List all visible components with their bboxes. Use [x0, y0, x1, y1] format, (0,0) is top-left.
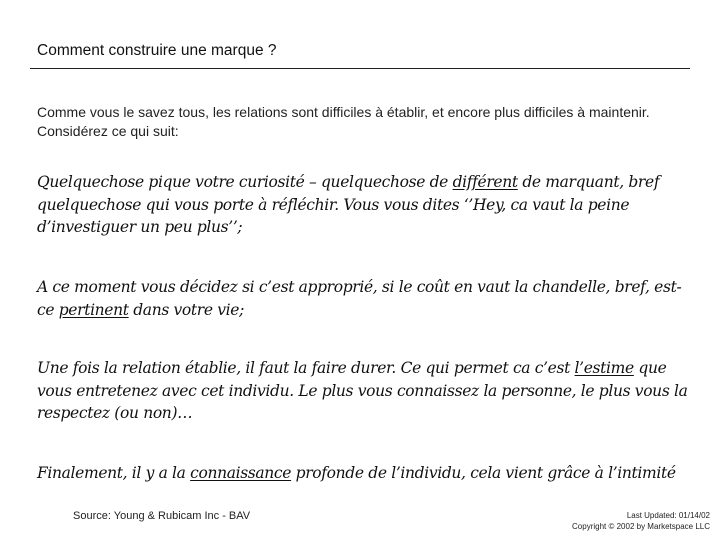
paragraph-text: Finalement, il y a la: [37, 464, 191, 482]
paragraph-relevance: [37, 276, 697, 321]
intro-text: Comme vous le savez tous, les relations sont difficiles à établir, et encore plus difficiles à maintenir. Considérez ce qui suit:: [37, 104, 650, 139]
title-divider: [30, 68, 690, 69]
emphasis-knowledge: connaissance: [190, 464, 292, 482]
page-title: Comment construire une marque ?: [37, 42, 277, 59]
paragraph-text: que vous entretenez avec cet individu. Le plus vous connaissez la personne, le plus vous la respectez (ou non)…: [37, 359, 688, 422]
paragraph-text: Une fois la relation établie, il faut la faire durer. Ce qui permet ca c’est: [37, 359, 575, 377]
paragraph-text: Quelquechose pique votre curiosité – quelquechose de: [37, 173, 453, 191]
copyright: Copyright © 2002 by Marketspace LLC: [572, 522, 710, 531]
paragraph-text: A ce moment vous décidez si c’est approprié, si le coût en vaut la chandelle, bref, est-ce: [37, 278, 682, 319]
paragraph-text: dans votre vie;: [128, 300, 244, 319]
paragraph-esteem: [37, 357, 697, 425]
paragraph-text: profonde de l’individu, cela vient grâce à l’intimité: [291, 464, 676, 482]
emphasis-pertinent: pertinent: [58, 300, 129, 319]
paragraph-knowledge: [37, 462, 697, 485]
emphasis-different: différent: [452, 173, 518, 191]
source-note: Source: Young & Rubicam Inc - BAV: [73, 510, 251, 522]
paragraph-text: de marquant, bref quelquechose qui vous porte à réfléchir. Vous vous dites ‘’Hey, ca vaut la peine d’investiguer un peu plus’’;: [37, 173, 660, 236]
last-updated: Last Updated: 01/14/02: [626, 511, 710, 520]
paragraph-curiosity: [37, 171, 697, 239]
update-info: [572, 510, 710, 532]
emphasis-esteem: l’estime: [574, 359, 634, 377]
